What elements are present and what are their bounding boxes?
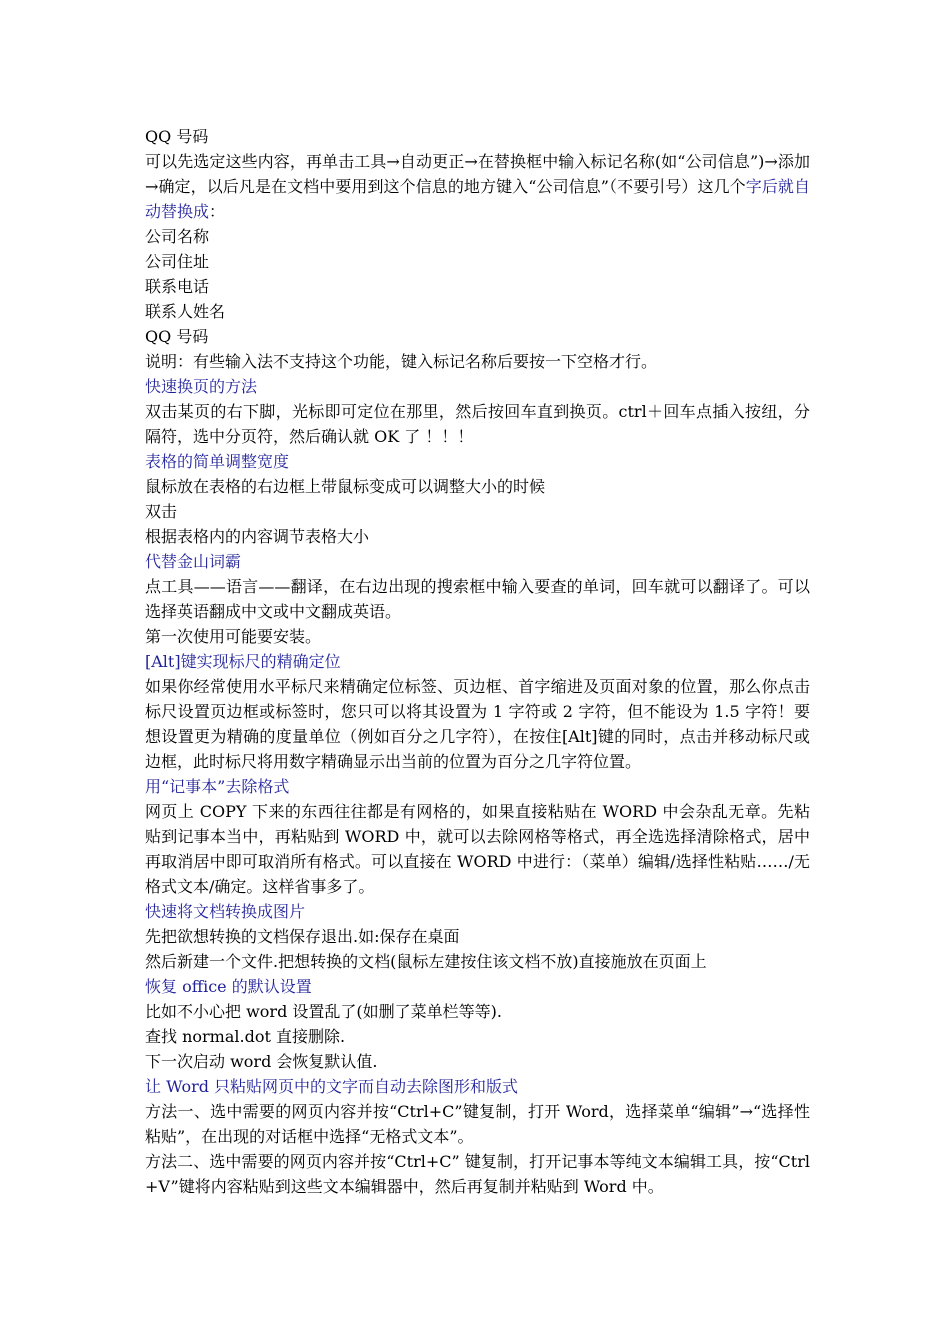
text-line: 第一次使用可能要安装。: [145, 627, 322, 646]
text-paragraph: 双击某页的右下脚，光标即可定位在那里，然后按回车直到换页。ctrl＋回车点插入按纽，分隔符，选中分页符，然后确认就 OK 了 ！！！: [145, 402, 810, 446]
section-heading[interactable]: 快速换页的方法: [145, 377, 258, 396]
link-text[interactable]: 字后就自动替换成: [145, 177, 810, 221]
section-heading[interactable]: 让 Word 只粘贴网页中的文字而自动去除图形和版式: [145, 1077, 519, 1096]
text-line: 联系人姓名: [145, 302, 226, 321]
text-paragraph: [145, 149, 810, 224]
section-heading[interactable]: 代替金山词霸: [145, 552, 242, 571]
text-line: 说明：有些输入法不支持这个功能，键入标记名称后要按一下空格才行。: [145, 352, 658, 371]
text-line: 公司住址: [145, 252, 210, 271]
text-line: 联系电话: [145, 277, 210, 296]
text-line: 下一次启动 word 会恢复默认值.: [145, 1052, 378, 1071]
text-line: 然后新建一个文件.把想转换的文档(鼠标左建按住该文档不放)直接施放在页面上: [145, 952, 707, 971]
text-paragraph: 方法二、选中需要的网页内容并按“Ctrl+C” 键复制，打开记事本等纯文本编辑工具，按“Ctrl+V”键将内容粘贴到这些文本编辑器中，然后再复制并粘贴到 Word 中。: [145, 1152, 810, 1196]
text-paragraph: 如果你经常使用水平标尺来精确定位标签、页边框、首字缩进及页面对象的位置，那么你点击标尺设置页边框或标签时，您只可以将其设置为 1 字符或 2 字符，但不能设为 1.5 字符！要想设置更为精确的度量单位（例如百分之几字符），在按住[Alt]键的同时，点击并移动标尺或边框，此时标尺将用数字精确显示出当前的位置为百分之几字符位置。: [145, 677, 810, 771]
text-line: 先把欲想转换的文档保存退出.如:保存在桌面: [145, 927, 460, 946]
section-heading[interactable]: 用“记事本”去除格式: [145, 777, 290, 796]
section-heading[interactable]: [Alt]键实现标尺的精确定位: [145, 652, 341, 671]
document-body: [145, 124, 810, 1199]
text-run: ：: [209, 202, 226, 221]
text-line: QQ 号码: [145, 127, 209, 146]
section-heading[interactable]: 快速将文档转换成图片: [145, 902, 306, 921]
text-line: 鼠标放在表格的右边框上带鼠标变成可以调整大小的时候: [145, 477, 546, 496]
text-paragraph: 方法一、选中需要的网页内容并按“Ctrl+C”键复制，打开 Word，选择菜单“编辑”→“选择性粘贴”，在出现的对话框中选择“无格式文本”。: [145, 1102, 810, 1146]
text-paragraph: 点工具——语言——翻译，在右边出现的搜索框中输入要查的单词，回车就可以翻译了。可以选择英语翻成中文或中文翻成英语。: [145, 577, 810, 621]
section-heading[interactable]: 恢复 office 的默认设置: [145, 977, 312, 996]
text-line: 根据表格内的内容调节表格大小: [145, 527, 370, 546]
text-paragraph: 网页上 COPY 下来的东西往往都是有网格的，如果直接粘贴在 WORD 中会杂乱无章。先粘贴到记事本当中，再粘贴到 WORD 中，就可以去除网格等格式，再全选选择清除格式，居中再取消居中即可取消所有格式。可以直接在 WORD 中进行：（菜单）编辑/选择性粘贴……/无格式文本/确定。这样省事多了。: [145, 802, 810, 896]
text-line: 查找 normal.dot 直接删除.: [145, 1027, 346, 1046]
text-run: 可以先选定这些内容，再单击工具→自动更正→在替换框中输入标记名称(如“公司信息”)→添加→确定，以后凡是在文档中要用到这个信息的地方键入“公司信息”（不要引号）这几个: [145, 152, 810, 196]
section-heading[interactable]: 表格的简单调整宽度: [145, 452, 290, 471]
text-line: 比如不小心把 word 设置乱了(如删了菜单栏等等).: [145, 1002, 502, 1021]
text-line: 公司名称: [145, 227, 210, 246]
text-line: 双击: [145, 502, 178, 521]
text-line: QQ 号码: [145, 327, 209, 346]
